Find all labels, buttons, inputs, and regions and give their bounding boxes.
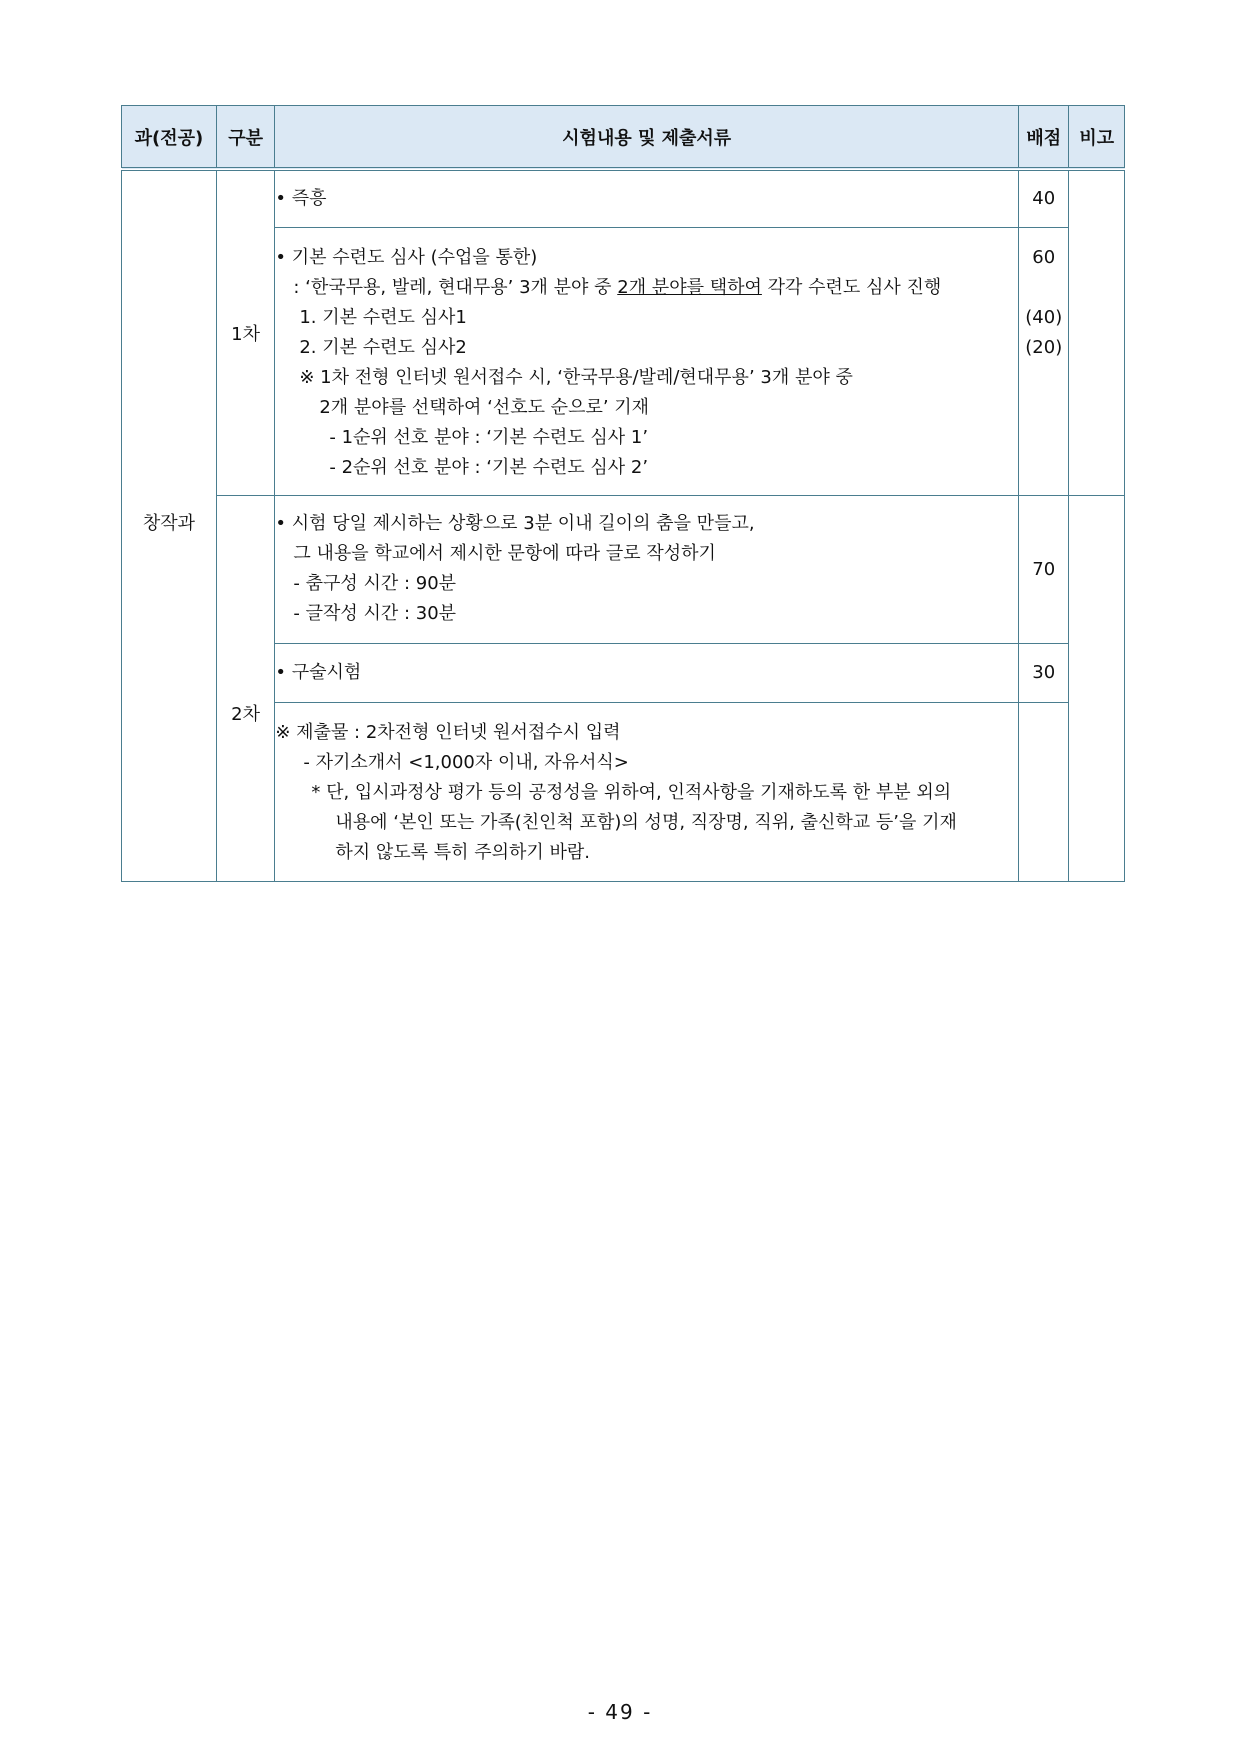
text-line: ※ 제출물 : 2차전형 인터넷 원서접수시 입력	[275, 721, 621, 743]
content-cell	[275, 227, 1019, 495]
score-cell	[1019, 169, 1069, 227]
note-cell	[1069, 495, 1125, 881]
text-line: - 2순위 선호 분야 : ‘기본 수련도 심사 2’	[329, 456, 649, 478]
text-line: * 단, 입시과정상 평가 등의 공정성을 위하여, 인적사항을 기재하도록 한 부분 외의	[311, 781, 952, 803]
sub-score-value: (40)	[1025, 306, 1063, 328]
score-spacer	[1019, 273, 1068, 303]
score-value: 30	[1032, 662, 1056, 683]
item-text: • 즉흥	[275, 187, 327, 209]
content-cell	[275, 169, 1019, 227]
content-cell	[275, 643, 1019, 702]
round1-cell	[216, 169, 275, 495]
score-value: 40	[1032, 188, 1056, 210]
page-number: - 49 -	[587, 1700, 653, 1724]
text-line: ※ 1차 전형 인터넷 원서접수 시, ‘한국무용/발레/현대무용’ 3개 분야 중	[299, 366, 853, 388]
text-line: • 기본 수련도 심사 (수업을 통한)	[275, 246, 538, 268]
score-cell	[1019, 227, 1069, 495]
text-line: 2. 기본 수련도 심사2	[299, 336, 467, 358]
text-line	[275, 273, 1018, 303]
header-score: 배점	[1019, 106, 1069, 170]
score-cell	[1019, 643, 1069, 702]
score-cell	[1019, 495, 1069, 643]
score-cell	[1019, 702, 1069, 881]
header-row	[122, 106, 1125, 170]
header-department: 과(전공)	[122, 106, 217, 170]
exam-table	[121, 105, 1125, 882]
text-line: - 춤구성 시간 : 90분	[293, 573, 457, 594]
header-category: 구분	[216, 106, 275, 170]
text-line: - 자기소개서 <1,000자 이내, 자유서식>	[303, 751, 629, 773]
text-line: 내용에 ‘본인 또는 가족(친인척 포함)의 성명, 직장명, 직위, 출신학교 등’을 기재	[335, 811, 957, 833]
table-row	[122, 495, 1125, 643]
content-cell	[275, 495, 1019, 643]
department-label: 창작과	[142, 512, 195, 534]
text-line: - 1순위 선호 분야 : ‘기본 수련도 심사 1’	[329, 426, 649, 448]
round2-cell	[216, 495, 275, 881]
text-line: • 시험 당일 제시하는 상황으로 3분 이내 길이의 춤을 만들고,	[275, 513, 755, 534]
underlined-text: 2개 분야를 택하여	[617, 276, 762, 298]
score-value: 60	[1032, 246, 1056, 268]
department-cell	[122, 169, 217, 881]
text-line: - 글작성 시간 : 30분	[293, 603, 457, 624]
round1-label: 1차	[231, 323, 261, 345]
text-segment: : ‘한국무용, 발레, 현대무용’ 3개 분야 중	[293, 276, 618, 298]
text-line: 하지 않도록 특히 주의하기 바람.	[335, 841, 591, 863]
text-segment: 각각 수련도 심사 진행	[761, 276, 942, 298]
text-line: 1. 기본 수련도 심사1	[299, 306, 467, 328]
sub-score-value: (20)	[1025, 336, 1063, 358]
text-line: 그 내용을 학교에서 제시한 문항에 따라 글로 작성하기	[293, 543, 716, 564]
header-content: 시험내용 및 제출서류	[275, 106, 1019, 170]
header-note: 비고	[1069, 106, 1125, 170]
item-text: • 구술시험	[275, 661, 362, 683]
text-line: 2개 분야를 선택하여 ‘선호도 순으로’ 기재	[319, 396, 650, 418]
note-cell	[1069, 169, 1125, 495]
table-row	[122, 169, 1125, 227]
content-cell	[275, 702, 1019, 881]
round2-label: 2차	[231, 704, 261, 725]
score-value: 70	[1032, 558, 1056, 580]
